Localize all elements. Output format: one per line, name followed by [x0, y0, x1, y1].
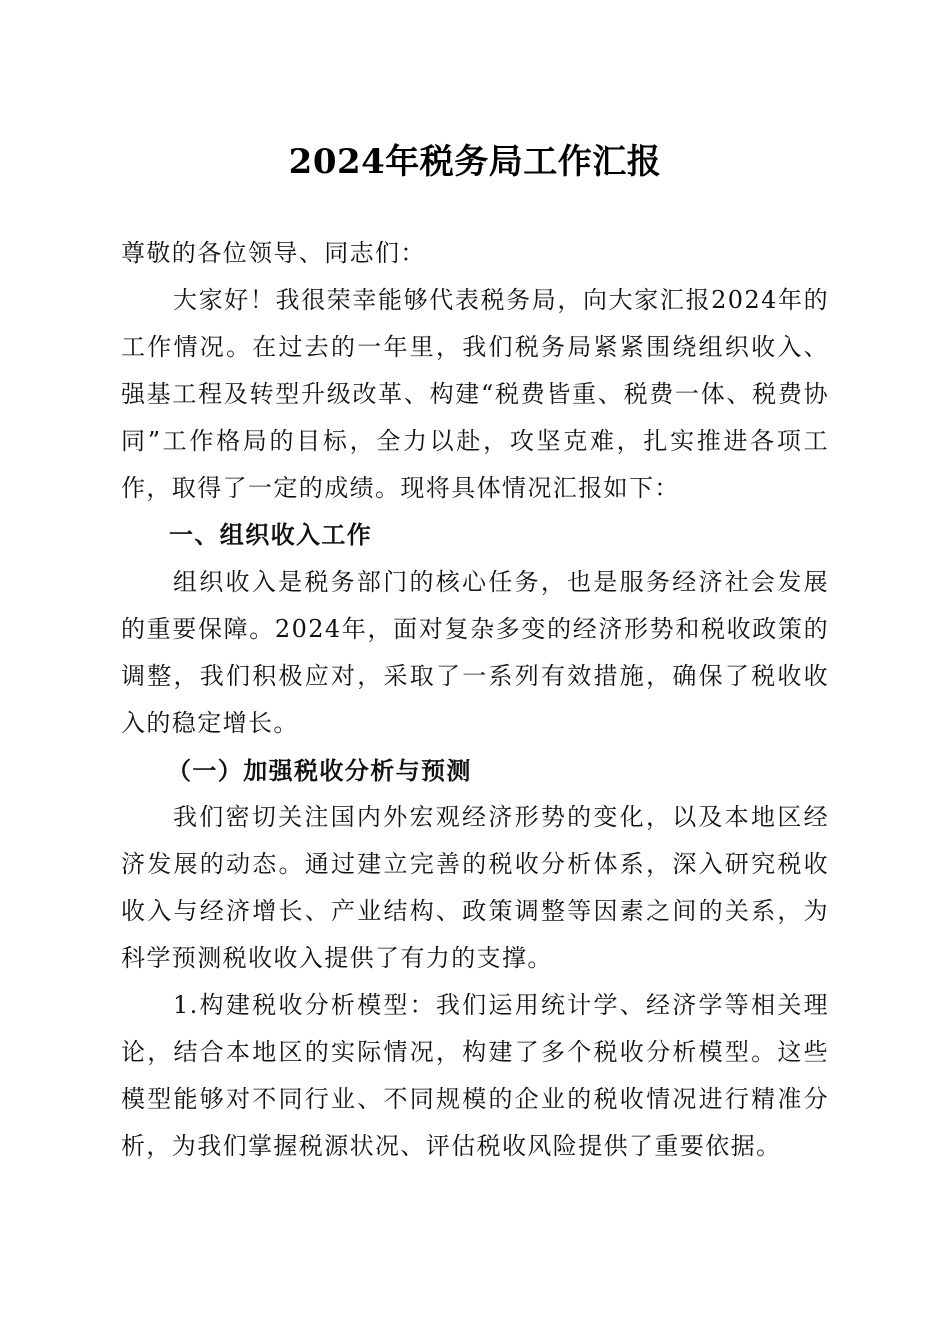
- list-item-1: 1.构建税收分析模型：我们运用统计学、经济学等相关理论，结合本地区的实际情况，构建了多个税收分析模型。这些模型能够对不同行业、不同规模的企业的税收情况进行精准分析，为我们掌握税源状况、评估税收风险提供了重要依据。: [121, 991, 829, 1160]
- intro-paragraph: 大家好！我很荣幸能够代表税务局，向大家汇报2024年的工作情况。在过去的一年里，我们税务局紧紧围绕组织收入、强基工程及转型升级改革、构建“税费皆重、税费一体、税费协同”工作格局的目标，全力以赴，攻坚克难，扎实推进各项工作，取得了一定的成绩。现将具体情况汇报如下：: [121, 286, 829, 502]
- section-1-paragraph: 组织收入是税务部门的核心任务，也是服务经济社会发展的重要保障。2024年，面对复杂多变的经济形势和税收政策的调整，我们积极应对，采取了一系列有效措施，确保了税收收入的稳定增长。: [121, 568, 829, 737]
- subsection-1-paragraph: 我们密切关注国内外宏观经济形势的变化，以及本地区经济发展的动态。通过建立完善的税收分析体系，深入研究税收收入与经济增长、产业结构、政策调整等因素之间的关系，为科学预测税收收入提供了有力的支撑。: [121, 803, 829, 972]
- section-heading-1: 一、组织收入工作: [169, 521, 373, 549]
- subsection-heading-1: （一）加强税收分析与预测: [167, 756, 472, 785]
- salutation: 尊敬的各位领导、同志们：: [121, 239, 426, 267]
- document-title: 2024年税务局工作汇报: [288, 142, 662, 182]
- document-body: [121, 230, 829, 1170]
